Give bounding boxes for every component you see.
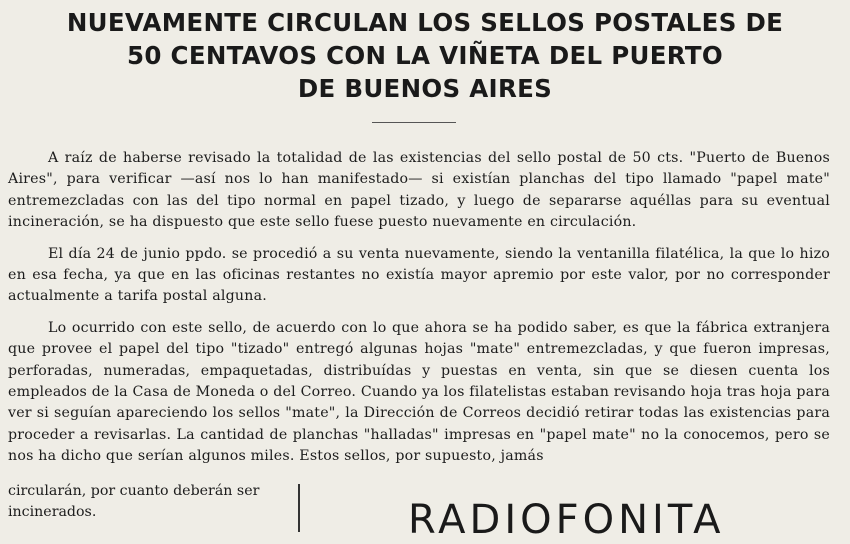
title-line-1: NUEVAMENTE CIRCULAN LOS SELLOS POSTALES DE <box>66 8 784 37</box>
paragraph-3-continuation: circularán, por cuanto deberán ser incinerados. <box>8 483 260 521</box>
paragraph-2: El día 24 de junio ppdo. se procedió a su venta nuevamente, siendo la ventanilla filatélica, la que lo hizo en esa fecha, ya que en las oficinas restantes no existía mayor apremio por este valor, por no corresponder actualmente a tarifa postal alguna. <box>8 245 830 305</box>
article-title <box>0 6 850 105</box>
title-line-3: DE BUENOS AIRES <box>297 74 553 103</box>
section-heading: RADIOFONITA <box>408 497 725 543</box>
paragraph-1: A raíz de haberse revisado la totalidad de las existencias del sello postal de 50 cts. "Puerto de Buenos Aires", para verificar —así nos lo han manifestado— si existían planchas del tipo llamado "papel mate" entremezcladas con las del tipo normal en papel tizado, y luego de separarse aquéllas para su eventual incineración, se ha dispuesto que este sello fuese puesto nuevamente en circulación. <box>8 150 830 231</box>
title-divider <box>372 122 456 123</box>
article-body <box>8 148 830 468</box>
title-line-2: 50 CENTAVOS CON LA VIÑETA DEL PUERTO <box>127 41 723 70</box>
column-divider <box>298 484 300 532</box>
paragraph-3: Lo ocurrido con este sello, de acuerdo con lo que ahora se ha podido saber, es que la fábrica extranjera que provee el papel del tipo "tizado" entregó algunas hojas "mate" entremezcladas, y que fueron impresas, perforadas, numeradas, empaquetadas, distribuídas y puestas en venta, sin que se diesen cuenta los empleados de la Casa de Moneda o del Correo. Cuando ya los filatelistas estaban revisando hoja tras hoja para ver si seguían apareciendo los sellos "mate", la Dirección de Correos decidió retirar todas las existencias para proceder a revisarlas. La cantidad de planchas "halladas" impresas en "papel mate" no la conocemos, pero se nos ha dicho que serían algunos miles. Estos sellos, por supuesto, jamás <box>8 319 830 465</box>
